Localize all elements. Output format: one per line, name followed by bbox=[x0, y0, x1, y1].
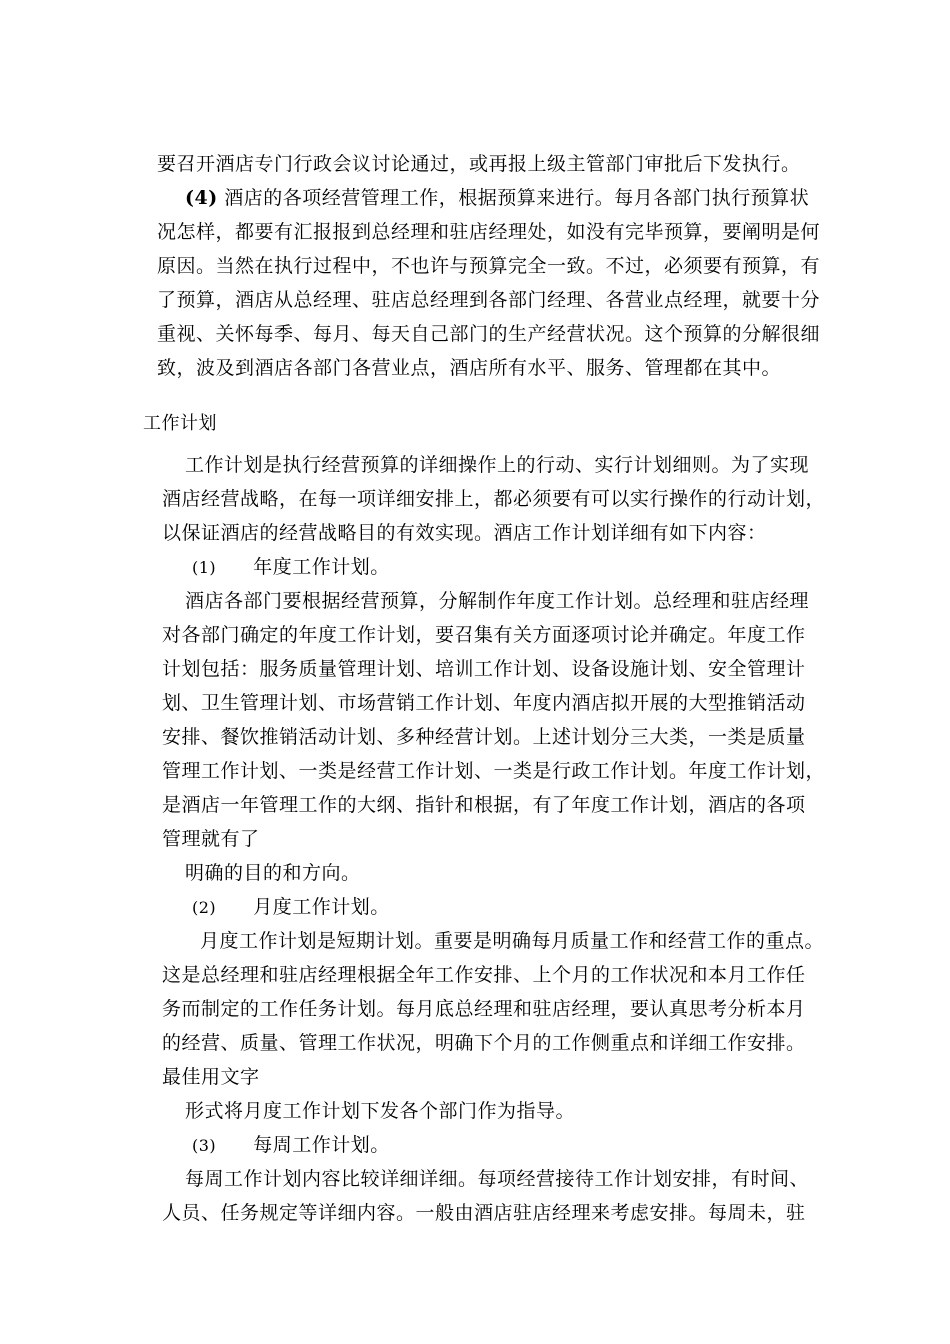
list-marker: (3) bbox=[192, 1136, 217, 1155]
paragraph-line: 每周工作计划内容比较详细详细。每项经营接待工作计划安排，有时间、 bbox=[185, 1168, 810, 1190]
paragraph-line: 划、卫生管理计划、市场营销工作计划、年度内酒店拟开展的大型推销活动 bbox=[162, 692, 806, 714]
paragraph-line: 最佳用文字 bbox=[162, 1066, 260, 1088]
paragraph-line: 以保证酒店的经营战略目的有效实现。酒店工作计划详细有如下内容： bbox=[162, 522, 767, 544]
paragraph-line: 是酒店一年管理工作的大纲、指针和根据，有了年度工作计划，酒店的各项 bbox=[162, 794, 806, 816]
paragraph-line: 这是总经理和驻店经理根据全年工作安排、上个月的工作状况和本月工作任 bbox=[162, 964, 806, 986]
list-item-2-header bbox=[192, 894, 390, 921]
section-heading: 工作计划 bbox=[143, 413, 217, 434]
paragraph-line: 管理就有了 bbox=[162, 828, 260, 850]
paragraph-line: 原因。当然在执行过程中，不也许与预算完全一致。不过，必须要有预算，有 bbox=[157, 255, 821, 277]
list-item-4 bbox=[185, 185, 809, 211]
list-item-title: 每周工作计划。 bbox=[253, 1134, 390, 1156]
list-marker: (2) bbox=[192, 898, 217, 917]
paragraph-line: 酒店各部门要根据经营预算，分解制作年度工作计划。总经理和驻店经理 bbox=[185, 590, 810, 612]
paragraph-line: 月度工作计划是短期计划。重要是明确每月质量工作和经营工作的重点。 bbox=[200, 930, 825, 952]
list-marker: (4) bbox=[185, 187, 218, 209]
list-item-title: 月度工作计划。 bbox=[253, 896, 390, 918]
list-item-3-header bbox=[192, 1132, 390, 1159]
paragraph-line: 致，波及到酒店各部门各营业点，酒店所有水平、服务、管理都在其中。 bbox=[157, 357, 782, 379]
paragraph-line: 的经营、质量、管理工作状况，明确下个月的工作侧重点和详细工作安排。 bbox=[162, 1032, 806, 1054]
paragraph-line: 工作计划是执行经营预算的详细操作上的行动、实行计划细则。为了实现 bbox=[185, 454, 810, 476]
paragraph-line: 了预算，酒店从总经理、驻店总经理到各部门经理、各营业点经理，就要十分 bbox=[157, 289, 821, 311]
paragraph-line: 人员、任务规定等详细内容。一般由酒店驻店经理来考虑安排。每周未，驻 bbox=[162, 1202, 806, 1224]
list-marker: (1) bbox=[192, 558, 217, 577]
paragraph-line: 计划包括：服务质量管理计划、培训工作计划、设备设施计划、安全管理计 bbox=[162, 658, 806, 680]
paragraph-line: 形式将月度工作计划下发各个部门作为指导。 bbox=[185, 1100, 576, 1122]
paragraph-line: 况怎样，都要有汇报报到总经理和驻店经理处，如没有完毕预算，要阐明是何 bbox=[157, 221, 821, 243]
list-item-text: 酒店的各项经营管理工作，根据预算来进行。每月各部门执行预算状 bbox=[224, 187, 810, 209]
paragraph-line: 要召开酒店专门行政会议讨论通过，或再报上级主管部门审批后下发执行。 bbox=[157, 153, 801, 175]
list-item-title: 年度工作计划。 bbox=[253, 556, 390, 578]
paragraph-line: 管理工作计划、一类是经营工作计划、一类是行政工作计划。年度工作计划， bbox=[162, 760, 826, 782]
list-item-1-header bbox=[192, 554, 390, 581]
paragraph-line: 对各部门确定的年度工作计划，要召集有关方面逐项讨论并确定。年度工作 bbox=[162, 624, 806, 646]
paragraph-line: 重视、关怀每季、每月、每天自己部门的生产经营状况。这个预算的分解很细 bbox=[157, 323, 821, 345]
paragraph-line: 安排、餐饮推销活动计划、多种经营计划。上述计划分三大类，一类是质量 bbox=[162, 726, 806, 748]
paragraph-line: 明确的目的和方向。 bbox=[185, 862, 361, 884]
paragraph-line: 务而制定的工作任务计划。每月底总经理和驻店经理，要认真思考分析本月 bbox=[162, 998, 806, 1020]
paragraph-line: 酒店经营战略，在每一项详细安排上，都必须要有可以实行操作的行动计划， bbox=[162, 488, 826, 510]
